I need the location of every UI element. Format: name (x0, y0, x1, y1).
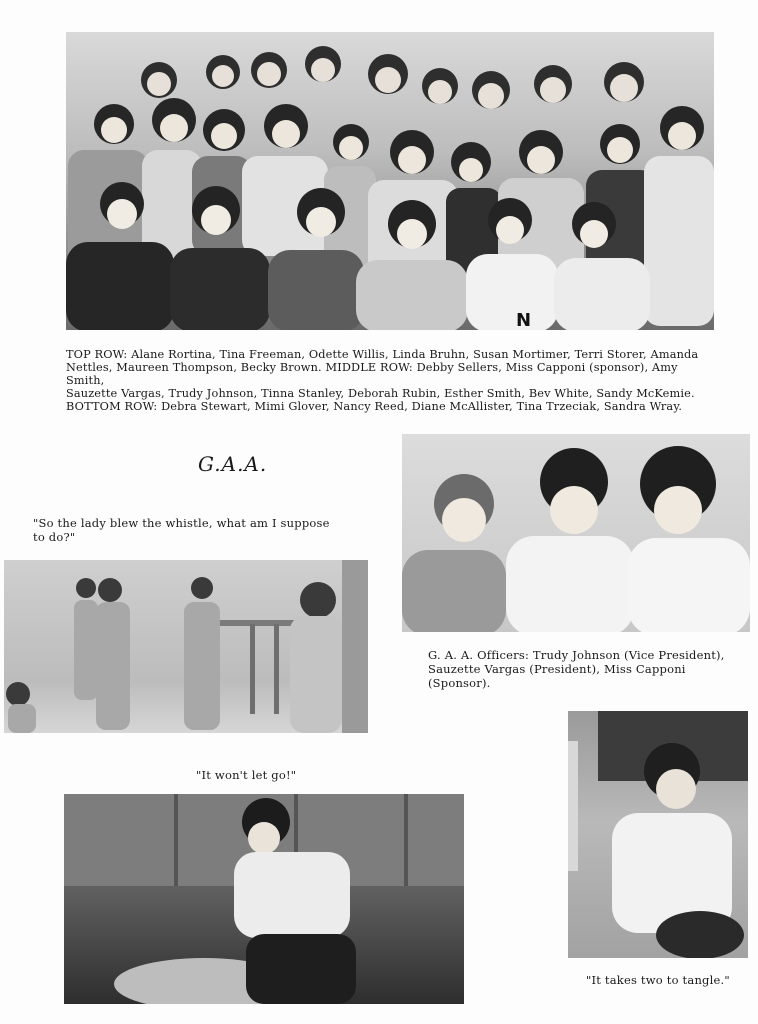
section-title: G.A.A. (198, 452, 268, 476)
officers-caption (428, 648, 748, 690)
caption-line: G. A. A. Officers: Trudy Johnson (Vice President), (428, 648, 725, 662)
group-photo (66, 32, 714, 330)
caption-line: Sauzette Vargas (President), Miss Capponi (Sponsor). (428, 662, 686, 690)
tangle-caption: "It takes two to tangle." (586, 973, 730, 987)
table-player-figures (568, 711, 748, 958)
wont-let-go-caption: "It won't let go!" (196, 768, 297, 782)
officers-photo (402, 434, 750, 632)
table-player-photo (568, 711, 748, 958)
caption-line: to do?" (33, 530, 76, 544)
officers-figures (402, 434, 750, 632)
caption-line: BOTTOM ROW: Debra Stewart, Mimi Glover, Nancy Reed, Diane McAllister, Tina Trzeciak, Sandra Wray. (66, 400, 683, 413)
whistle-caption (33, 516, 353, 544)
caption-line: Sauzette Vargas, Trudy Johnson, Tinna Stanley, Deborah Rubin, Esther Smith, Bev White, Sandy McKemie. (66, 387, 695, 400)
caption-line: Nettles, Maureen Thompson, Becky Brown. MIDDLE ROW: Debby Sellers, Miss Capponi (sponsor), Amy Smith, (66, 361, 678, 387)
sweater-letter: N (516, 310, 532, 330)
gym-action-photo (4, 560, 368, 733)
caption-line: TOP ROW: Alane Rortina, Tina Freeman, Odette Willis, Linda Bruhn, Susan Mortimer, Terri Storer, Amanda (66, 348, 699, 361)
ping-pong-photo (64, 794, 464, 1004)
group-photo-figures (66, 32, 714, 330)
gym-action-figures (4, 560, 368, 733)
group-photo-caption (66, 348, 714, 413)
ping-pong-figures (64, 794, 464, 1004)
caption-line: "So the lady blew the whistle, what am I suppose (33, 516, 330, 530)
